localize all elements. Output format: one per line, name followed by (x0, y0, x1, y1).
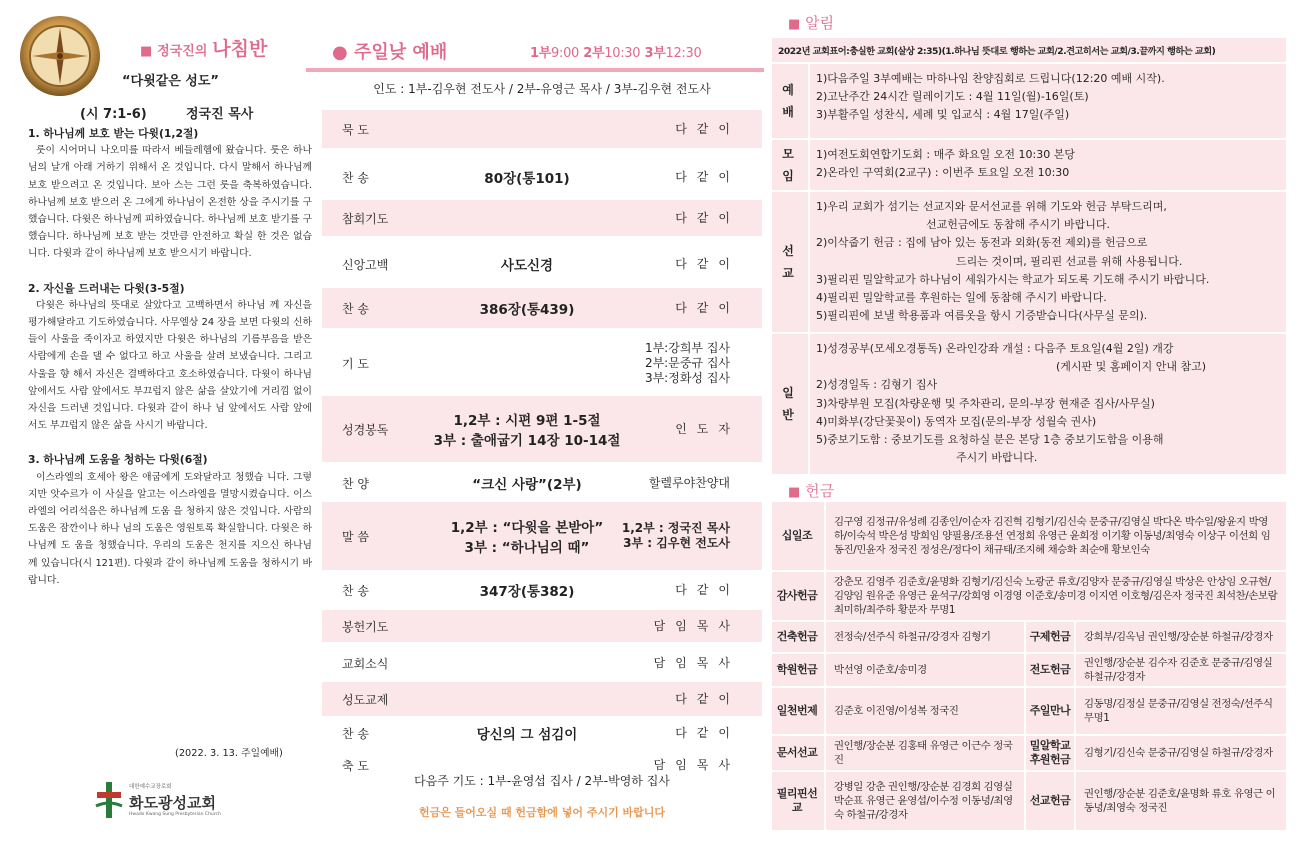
order-responsible-line: 할렐루야찬양대 (648, 475, 730, 490)
scripture-reference: (시 7:1-6) (80, 107, 147, 122)
order-row (322, 158, 762, 196)
order-content (402, 516, 652, 556)
order-label: 봉헌기도 (342, 619, 389, 634)
notice-body (808, 334, 1286, 474)
square-bullet-icon: ■ (788, 17, 801, 32)
notice-line: 2)온라인 구역회(2교구) : 이번주 토요일 오전 10:30 (816, 166, 1070, 180)
notice-group (772, 140, 1286, 190)
order-row (322, 468, 762, 498)
order-responsible (675, 301, 740, 316)
notice-line: 1)다음주일 3부예배는 마하나임 찬양집회로 드립니다(12:20 예배 시작). (816, 72, 1165, 85)
offering-category-line: 밀알학교 (1029, 739, 1071, 752)
notice-category (772, 192, 804, 332)
offering-category: 일천번제 (776, 704, 818, 717)
offering-category (1024, 654, 1074, 686)
order-responsible-line: 1,2부 : 정국진 목사 (621, 521, 730, 535)
notice-line: 1)우리 교회가 섬기는 선교지와 문서선교를 위해 기도와 헌금 부탁드리며, (816, 200, 1167, 213)
service-1-label: 1부 (530, 46, 552, 61)
worship-title-text: 주일낮 예배 (354, 42, 448, 63)
offering-category (1024, 772, 1074, 830)
offerings-header (788, 480, 834, 501)
section-text (28, 142, 312, 262)
notice-category-char: 모 (782, 147, 794, 161)
compass-icon (14, 8, 100, 98)
order-content-line: 386장(통439) (479, 302, 575, 318)
offering-names: 권인행/장순분 김준호/윤명화 류호 유영근 이동녕/최영숙 정국진 (1074, 772, 1286, 830)
notice-line: 4)필리핀 밀알학교를 후원하는 일에 동참해 주시기 바랍니다. (816, 291, 1107, 305)
worship-times (530, 42, 701, 61)
author: 정국진 목사 (186, 107, 254, 122)
square-bullet-icon: ■ (788, 485, 801, 500)
notice-line: 5)중보기도함 : 중보기도를 요청하실 분은 본당 1층 중보기도함을 이용해 (816, 433, 1164, 447)
order-label: 축 도 (342, 758, 369, 773)
order-responsible-line: 2부:문중규 집사 (644, 355, 730, 370)
offering-row (772, 772, 1286, 830)
order-responsible-line: 다같이 (675, 691, 740, 706)
church-motto: 2022년 교회표어:충실한 교회(살상 2:35)(1.하나님 뜻대로 행하는 교회/2.견고히서는 교회/3.끝까지 행하는 교회) (772, 38, 1286, 62)
order-responsible (654, 758, 740, 773)
order-row (322, 200, 762, 236)
order-responsible-line: 3부 : 김우현 전도사 (623, 536, 730, 550)
offering-category (1024, 688, 1074, 734)
offering-category: 감사헌금 (776, 589, 818, 602)
order-label: 찬 송 (342, 170, 369, 185)
notice-line: 주시기 바랍니다. (956, 451, 1038, 465)
order-responsible (675, 422, 740, 437)
order-responsible-line: 3부:정화성 집사 (644, 370, 730, 385)
offering-category-line: 전도헌금 (1029, 663, 1071, 676)
order-row (322, 336, 762, 390)
header-rule (306, 68, 764, 72)
notice-line: 4)미화부(강단꽃꽂이) 동역자 모집(문의-부장 성월숙 권사) (816, 414, 1097, 428)
notice-category-char: 배 (782, 105, 794, 119)
notices-column (770, 8, 1288, 848)
order-content-line: 80장(통101) (484, 171, 570, 187)
notice-line: 3)차량부원 모집(차량운행 및 주차관리, 문의-부장 현재준 집사/사무실) (816, 396, 1155, 410)
next-week-prayer: 다음주 기도 : 1부-윤영섭 집사 / 2부-박영하 집사 (414, 774, 670, 788)
offering-category (1024, 622, 1074, 652)
offering-row (772, 688, 1286, 734)
notice-category (772, 334, 804, 474)
order-responsible (675, 122, 740, 137)
offerings-title: 헌금 (805, 482, 835, 500)
service-3-time: 12:30 (665, 46, 702, 61)
notice-category (772, 64, 804, 138)
notice-category-char: 반 (782, 408, 794, 422)
order-label: 교회소식 (342, 656, 389, 671)
order-responsible-line: 다같이 (675, 210, 740, 225)
offering-category: 문서선교 (776, 746, 818, 759)
order-responsible-line: 다같이 (675, 169, 740, 184)
notice-line: 2)고난주간 24시간 릴레이기도 : 4월 11일(월)-16일(토) (816, 90, 1089, 104)
order-content (402, 473, 652, 493)
offering-note: 헌금은 들어오실 때 헌금함에 넣어 주시기 바랍니다 (418, 806, 666, 819)
order-row (322, 110, 762, 148)
offering-names: 전정숙/선주식 하철규/강경자 김형기 (824, 622, 1022, 652)
order-responsible-line: 다같이 (675, 256, 740, 271)
order-content-line: 1,2부 : “다윗을 본받아” (450, 520, 604, 536)
order-label: 기 도 (342, 356, 369, 371)
order-label: 찬 송 (342, 301, 369, 316)
sermon-date: (2022. 3. 13. 주일예배) (175, 748, 283, 759)
notices-header (788, 12, 834, 33)
order-responsible-line: 담임목사 (653, 757, 740, 772)
meditation-column (14, 8, 312, 848)
order-responsible (675, 726, 740, 741)
notice-body (808, 192, 1286, 332)
order-content (402, 298, 652, 318)
offering-row (772, 502, 1286, 570)
paragraph: 룻이 시어머니 나오미를 따라서 베들레헴에 왔습니다. 룻은 하나님의 날개 아래 거하기 위해서 온 것입니다. 다시 말해서 하나님께 보호 받으려고 온 것입니다. 보아 스는 그런 룻을 축복하였습니다. 하나님께 보호 받으러 온 그에게 하나님이 온전한 상을 주시기를 구했습니다. 다윗은 하나님께 피하였습니다. 하나님께 보호 받기를 구했습니다. 하나님께 보호 받는 것만큼 안전하고 확실 한 것은 없습니다. 다윗과 같이 하나님께 보호 받으시기 바랍니다. (28, 145, 312, 260)
brand-prefix: 정국진의 (157, 44, 208, 59)
section-text (28, 469, 312, 589)
offering-row (772, 654, 1286, 686)
offering-category: 학원헌금 (776, 663, 818, 676)
offering-category: 필리핀선교 (776, 787, 818, 814)
denomination: 대한예수교장로회 (129, 784, 172, 790)
order-row (322, 502, 762, 570)
notice-line: 1)성경공부(모세오경통독) 온라인강좌 개설 : 다음주 토요일(4월 2일) 개강 (816, 342, 1174, 355)
meditation-brand (140, 34, 267, 61)
order-label: 묵 도 (342, 122, 369, 137)
order-content-line: 3부 : “하나님의 때” (464, 540, 590, 556)
notice-body (808, 64, 1286, 138)
order-content-line: “크신 사랑”(2부) (472, 477, 582, 493)
order-responsible (675, 692, 740, 707)
circle-bullet-icon: ● (332, 42, 348, 63)
offering-names: 김구영 김정규/유성례 김종인/이순자 김진혁 김형기/김신숙 문중규/김영실 박다온 박수일/왕윤지 박영하/이숙석 박은성 방희임 양필용/조용선 연정희 유영근 윤희정 이기황 이동녕/최영숙 이상구 이선희 임동진/민윤자 정국진 정성은/정다이 채규태/조지혜 채승화 최순애 황보인숙 (824, 502, 1286, 570)
paragraph: 다윗은 하나님의 뜻대로 살았다고 고백하면서 하나님 께 자신을 평가해달라고 기도하였습니다. 사무엘상 24 장을 보면 다윗의 신하들이 사울을 죽이자고 하였지만 다윗은 하나님의 기름부음을 받은 사람에게 손을 댈 수 없다고 하고 사울을 살려 보냈습니다. 그리고 사울을 향 해서 자신은 결백하다고 호소하였습니다. 다윗이 하나님 앞에서도 사람 앞에서도 부끄럽지 않은 삶을 살았기에 거리낌 없이 자신을 드러낸 것입니다. 다윗과 같이 하나 님 앞에서도 사람 앞에서도 부끄럽지 않은 삶을 사시기 바랍니다. (28, 299, 312, 432)
order-content (402, 254, 652, 274)
notice-line: 2)이삭줍기 헌금 : 집에 남아 있는 동전과 외화(동전 제외)를 헌금으로 (816, 236, 1148, 250)
notice-line: 2)성경일독 : 김형기 집사 (816, 378, 938, 392)
notice-line: (게시판 및 홈페이지 안내 참고) (1056, 360, 1207, 374)
order-responsible (654, 656, 740, 671)
order-responsible (675, 257, 740, 272)
notice-category-char: 교 (782, 266, 794, 280)
order-content (402, 167, 652, 187)
notice-line: 5)필리핀에 보낼 학용품과 여름옷을 항시 기증받습니다(사무실 문의). (816, 309, 1148, 323)
notices-title: 알림 (805, 14, 835, 32)
order-label: 성도교제 (342, 692, 389, 707)
offering-category: 건축헌금 (776, 630, 818, 643)
church-logo-icon (94, 780, 124, 820)
order-responsible-line: 인도자 (675, 421, 740, 436)
order-responsible (675, 170, 740, 185)
offering-names: 권인행/장순분 김홍태 유영근 이근수 정국진 (824, 736, 1022, 770)
notice-group (772, 64, 1286, 138)
church-english-name: Hwado Kwang Sung Presbyterian Church (129, 812, 221, 817)
order-row (322, 682, 762, 716)
offering-category-line: 선교헌금 (1029, 794, 1071, 807)
notice-category-char: 임 (782, 169, 794, 183)
section-heading: 1. 하나님께 보호 받는 다윗(1,2절) (28, 127, 199, 140)
order-responsible (675, 583, 740, 598)
notice-category (772, 140, 804, 190)
order-row (322, 572, 762, 608)
notice-line: 선교헌금에도 동참해 주시기 바랍니다. (926, 218, 1111, 232)
order-label: 찬 양 (342, 476, 369, 491)
order-responsible-line: 다같이 (675, 725, 740, 740)
brand-main: 나침반 (212, 38, 268, 60)
notice-group (772, 334, 1286, 474)
offering-names: 강병일 강춘 권인행/장순분 김경희 김영실 박순표 유영근 윤영섭/이수정 이동녕/최영숙 하철규/강경자 (824, 772, 1022, 830)
order-responsible-line: 담임목사 (653, 655, 740, 670)
notice-body (808, 140, 1286, 190)
service-2-label: 2부 (583, 46, 605, 61)
order-row (322, 716, 762, 750)
notice-line: 3)필리핀 밀알학교가 하나님이 세워가시는 학교가 되도록 기도해 주시기 바랍니다. (816, 272, 1210, 286)
offering-row (772, 572, 1286, 620)
order-content-line: 347장(통382) (479, 584, 575, 600)
order-responsible-line: 담임목사 (653, 618, 740, 633)
order-responsible-line: 다같이 (675, 121, 740, 136)
offering-names: 권인행/장순분 김수자 김준호 문중규/김영실 하철규/강경자 (1074, 654, 1286, 686)
order-responsible-line: 1부:강희부 집사 (644, 340, 730, 355)
order-row (322, 610, 762, 642)
order-responsible (622, 521, 730, 551)
offering-names: 강희부/김옥님 권인행/장순분 하철규/강경자 (1074, 622, 1286, 652)
service-3-label: 3부 (644, 46, 666, 61)
notice-line: 드리는 것이며, 필리핀 선교를 위해 사용됩니다. (956, 254, 1183, 268)
order-label: 찬 송 (342, 583, 369, 598)
order-responsible (675, 211, 740, 226)
square-bullet-icon: ■ (140, 44, 153, 59)
order-row (322, 646, 762, 680)
order-label: 말 씀 (342, 529, 369, 544)
order-content-line: 사도신경 (500, 258, 554, 274)
offering-category (1024, 736, 1074, 770)
notice-category-char: 예 (782, 83, 794, 97)
meditation-body (28, 125, 312, 589)
service-2-time: 10:30 (604, 46, 641, 61)
order-content (402, 580, 652, 600)
order-responsible-line: 다같이 (675, 582, 740, 597)
offering-category-line: 구제헌금 (1029, 630, 1071, 643)
service-1-time: 9:00 (551, 46, 580, 61)
offering-names: 강춘모 김영주 김준호/윤명화 김형기/김신숙 노광군 류호/김양자 문중규/김영실 박상은 안상임 오규현/김양임 원유준 유영근 윤석구/강희영 이경영 이준호/송미경 이지연 이호형/김은자 정국진 최석찬/손보람 최미하/최주하 황문자 무명1 (824, 572, 1286, 620)
worship-title (332, 38, 447, 64)
offering-category-line: 후원헌금 (1029, 753, 1071, 766)
church-name: 화도광성교회 (129, 794, 216, 812)
offering-category: 십일조 (781, 529, 813, 542)
paragraph: 이스라엘의 호세아 왕은 애굽에게 도와달라고 청했습 니다. 그렇지만 앗수르가 이 사실을 알고는 이스라엘을 멸망시켰습니다. 이스라엘의 어리석음은 하나님께 도움 을 청하지 않은 것입니다. 사람의 도움은 잠깐이나 하나 님의 도움은 영원토록 확실합니다. 다윗은 하나님께 도 움을 청했습니다. 우리의 도움은 천지를 지으신 하나님 께 있습니다(시 121편). 다윗과 같이 하나님께 도움을 청하시기 바랍니다. (28, 471, 312, 586)
order-label: 참회기도 (342, 211, 389, 226)
order-label: 찬 송 (342, 726, 369, 741)
order-responsible (649, 476, 730, 491)
worship-column (322, 8, 762, 848)
order-responsible-line: 다같이 (675, 300, 740, 315)
order-content-line: 3부 : 출애굽기 14장 10-14절 (433, 433, 621, 449)
worship-leaders: 인도 : 1부-김우현 전도사 / 2부-유영근 목사 / 3부-김우현 전도사 (373, 82, 711, 96)
notice-line: 1)여전도회연합기도회 : 매주 화요일 오전 10:30 본당 (816, 148, 1075, 161)
sermon-title: “다윗같은 성도” (122, 74, 219, 89)
section-heading: 2. 자신을 드러내는 다윗(3-5절) (28, 281, 185, 295)
notice-category-char: 일 (782, 386, 794, 400)
notice-category-char: 선 (782, 244, 794, 258)
order-label: 성경봉독 (342, 422, 389, 437)
notice-group (772, 192, 1286, 332)
order-label: 신앙고백 (342, 257, 389, 272)
order-content-line: 당신의 그 섬김이 (476, 727, 578, 743)
offering-names: 김동명/김정실 문중규/김영실 전정숙/선주식 무명1 (1074, 688, 1286, 734)
order-responsible (654, 619, 740, 634)
offering-category-line: 주일만나 (1029, 704, 1071, 717)
offering-row (772, 622, 1286, 652)
order-row (322, 246, 762, 282)
order-row (322, 396, 762, 462)
order-content-line: 1,2부 : 시편 9편 1-5절 (453, 413, 601, 429)
order-responsible (645, 341, 730, 386)
offering-row (772, 736, 1286, 770)
order-content (402, 409, 652, 449)
order-row (322, 288, 762, 328)
section-heading: 3. 하나님께 도움을 청하는 다윗(6절) (28, 453, 208, 467)
section-text (28, 297, 312, 435)
offering-names: 김형기/김신숙 문중규/김영실 하철규/강경자 (1074, 736, 1286, 770)
notice-line: 3)부활주일 성찬식, 세례 및 입교식 : 4월 17일(주일) (816, 108, 1070, 122)
offering-names: 박선영 이준호/송미경 (824, 654, 1022, 686)
offering-names: 김준호 이진영/이성복 정국진 (824, 688, 1022, 734)
order-content (402, 723, 652, 743)
